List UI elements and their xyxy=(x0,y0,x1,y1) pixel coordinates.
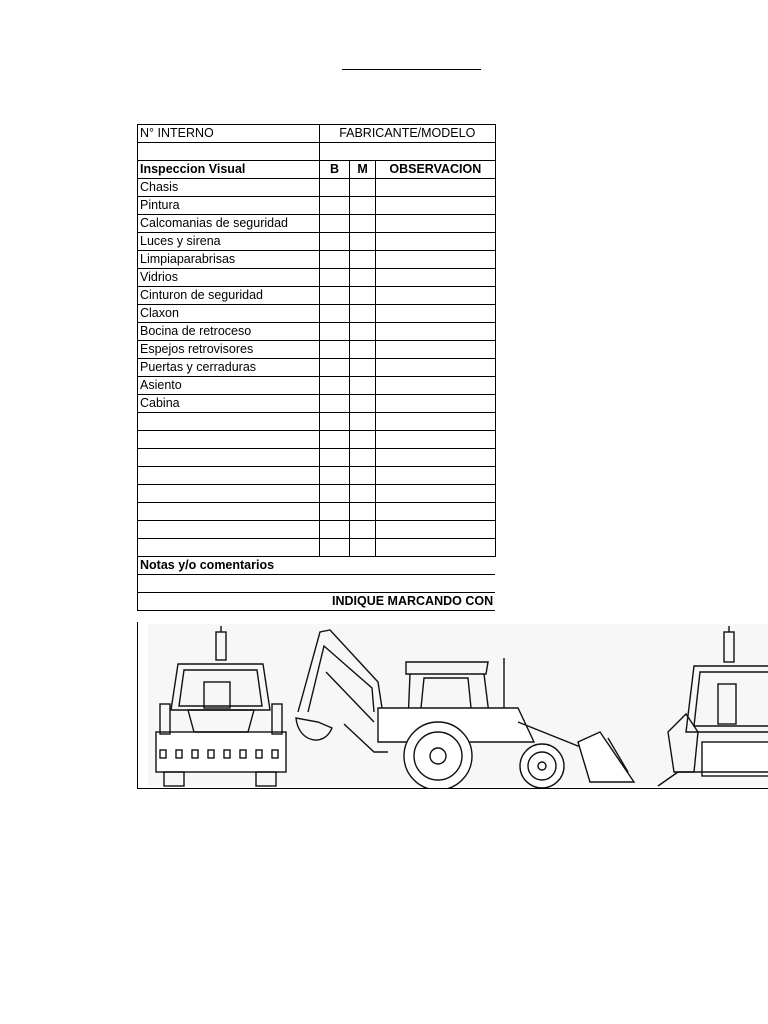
inspection-item-row xyxy=(138,179,496,197)
inspection-item-row xyxy=(138,269,496,287)
observacion-cell[interactable] xyxy=(376,395,496,413)
column-observacion-header: OBSERVACION xyxy=(376,161,496,179)
empty-item-label-cell[interactable] xyxy=(138,485,320,503)
observacion-cell[interactable] xyxy=(376,359,496,377)
backhoe-illustration xyxy=(138,622,768,788)
observacion-cell[interactable] xyxy=(376,521,496,539)
inspection-item-label: Espejos retrovisores xyxy=(138,341,320,359)
mark-b-cell[interactable] xyxy=(319,485,349,503)
observacion-cell[interactable] xyxy=(376,215,496,233)
observacion-cell[interactable] xyxy=(376,251,496,269)
inspection-item-row xyxy=(138,287,496,305)
mark-m-cell[interactable] xyxy=(350,377,376,395)
mark-m-cell[interactable] xyxy=(350,485,376,503)
mark-b-cell[interactable] xyxy=(319,521,349,539)
mark-m-cell[interactable] xyxy=(350,413,376,431)
observacion-cell[interactable] xyxy=(376,341,496,359)
mark-b-cell[interactable] xyxy=(319,539,349,557)
notes-field[interactable] xyxy=(138,575,496,593)
section-label: Inspeccion Visual xyxy=(138,161,320,179)
mark-m-cell[interactable] xyxy=(350,197,376,215)
mark-b-cell[interactable] xyxy=(319,197,349,215)
mark-m-cell[interactable] xyxy=(350,521,376,539)
observacion-cell[interactable] xyxy=(376,467,496,485)
indicate-label: INDIQUE MARCANDO CON xyxy=(138,593,496,611)
inspection-item-label: Cinturon de seguridad xyxy=(138,287,320,305)
mark-m-cell[interactable] xyxy=(350,233,376,251)
inspection-item-row xyxy=(138,305,496,323)
mark-b-cell[interactable] xyxy=(319,359,349,377)
empty-item-row xyxy=(138,413,496,431)
inspection-item-row xyxy=(138,233,496,251)
inspection-item-row xyxy=(138,251,496,269)
inspection-item-label: Vidrios xyxy=(138,269,320,287)
empty-item-row xyxy=(138,449,496,467)
mark-m-cell[interactable] xyxy=(350,305,376,323)
notes-blank-row xyxy=(138,575,496,593)
observacion-cell[interactable] xyxy=(376,323,496,341)
inspection-item-label: Asiento xyxy=(138,377,320,395)
inspection-item-row xyxy=(138,323,496,341)
mark-m-cell[interactable] xyxy=(350,539,376,557)
mark-b-cell[interactable] xyxy=(319,449,349,467)
empty-item-label-cell[interactable] xyxy=(138,431,320,449)
empty-item-row xyxy=(138,467,496,485)
inspection-item-row xyxy=(138,395,496,413)
mark-b-cell[interactable] xyxy=(319,269,349,287)
header-row xyxy=(138,125,496,143)
notes-label: Notas y/o comentarios xyxy=(138,557,496,575)
inspection-item-label: Pintura xyxy=(138,197,320,215)
empty-item-label-cell[interactable] xyxy=(138,467,320,485)
mark-b-cell[interactable] xyxy=(319,287,349,305)
mark-b-cell[interactable] xyxy=(319,179,349,197)
empty-item-row xyxy=(138,539,496,557)
observacion-cell[interactable] xyxy=(376,377,496,395)
observacion-cell[interactable] xyxy=(376,431,496,449)
mark-m-cell[interactable] xyxy=(350,215,376,233)
empty-item-row xyxy=(138,431,496,449)
observacion-cell[interactable] xyxy=(376,233,496,251)
observacion-cell[interactable] xyxy=(376,413,496,431)
title-underline xyxy=(342,69,481,70)
notes-row xyxy=(138,557,496,575)
empty-item-label-cell[interactable] xyxy=(138,521,320,539)
mark-b-cell[interactable] xyxy=(319,431,349,449)
inspection-sheet xyxy=(137,124,496,611)
mark-m-cell[interactable] xyxy=(350,341,376,359)
mark-m-cell[interactable] xyxy=(350,251,376,269)
mark-b-cell[interactable] xyxy=(319,233,349,251)
mark-b-cell[interactable] xyxy=(319,503,349,521)
inspection-item-label: Luces y sirena xyxy=(138,233,320,251)
empty-item-row xyxy=(138,503,496,521)
blank-header-row xyxy=(138,143,496,161)
interno-label: N° INTERNO xyxy=(138,125,320,143)
mark-m-cell[interactable] xyxy=(350,395,376,413)
inspection-item-label: Cabina xyxy=(138,395,320,413)
mark-b-cell[interactable] xyxy=(319,377,349,395)
observacion-cell[interactable] xyxy=(376,197,496,215)
inspection-item-label: Claxon xyxy=(138,305,320,323)
observacion-cell[interactable] xyxy=(376,287,496,305)
empty-item-label-cell[interactable] xyxy=(138,449,320,467)
mark-m-cell[interactable] xyxy=(350,431,376,449)
inspection-item-label: Limpiaparabrisas xyxy=(138,251,320,269)
inspection-item-row xyxy=(138,215,496,233)
observacion-cell[interactable] xyxy=(376,503,496,521)
observacion-cell[interactable] xyxy=(376,485,496,503)
empty-item-label-cell[interactable] xyxy=(138,503,320,521)
mark-b-cell[interactable] xyxy=(319,341,349,359)
inspection-item-label: Chasis xyxy=(138,179,320,197)
observacion-cell[interactable] xyxy=(376,539,496,557)
mark-m-cell[interactable] xyxy=(350,323,376,341)
mark-m-cell[interactable] xyxy=(350,269,376,287)
mark-b-cell[interactable] xyxy=(319,251,349,269)
observacion-cell[interactable] xyxy=(376,269,496,287)
mark-m-cell[interactable] xyxy=(350,503,376,521)
mark-b-cell[interactable] xyxy=(319,305,349,323)
mark-m-cell[interactable] xyxy=(350,359,376,377)
inspection-item-row xyxy=(138,197,496,215)
mark-b-cell[interactable] xyxy=(319,467,349,485)
empty-item-label-cell[interactable] xyxy=(138,539,320,557)
empty-item-row xyxy=(138,521,496,539)
inspection-item-row xyxy=(138,377,496,395)
empty-item-row xyxy=(138,485,496,503)
mark-b-cell[interactable] xyxy=(319,413,349,431)
backhoe-drawing xyxy=(137,622,768,789)
fabricante-label: FABRICANTE/MODELO xyxy=(319,125,495,143)
column-b-header: B xyxy=(319,161,349,179)
mark-m-cell[interactable] xyxy=(350,467,376,485)
indicate-row xyxy=(138,593,496,611)
inspection-table xyxy=(137,124,496,611)
inspection-item-row xyxy=(138,359,496,377)
column-header-row xyxy=(138,161,496,179)
mark-m-cell[interactable] xyxy=(350,287,376,305)
empty-item-label-cell[interactable] xyxy=(138,413,320,431)
inspection-item-label: Bocina de retroceso xyxy=(138,323,320,341)
interno-value-field[interactable] xyxy=(138,143,320,161)
mark-b-cell[interactable] xyxy=(319,395,349,413)
mark-b-cell[interactable] xyxy=(319,323,349,341)
observacion-cell[interactable] xyxy=(376,305,496,323)
observacion-cell[interactable] xyxy=(376,449,496,467)
mark-m-cell[interactable] xyxy=(350,179,376,197)
inspection-item-label: Puertas y cerraduras xyxy=(138,359,320,377)
fabricante-value-field[interactable] xyxy=(319,143,495,161)
inspection-item-row xyxy=(138,341,496,359)
observacion-cell[interactable] xyxy=(376,179,496,197)
column-m-header: M xyxy=(350,161,376,179)
inspection-item-label: Calcomanias de seguridad xyxy=(138,215,320,233)
mark-m-cell[interactable] xyxy=(350,449,376,467)
mark-b-cell[interactable] xyxy=(319,215,349,233)
